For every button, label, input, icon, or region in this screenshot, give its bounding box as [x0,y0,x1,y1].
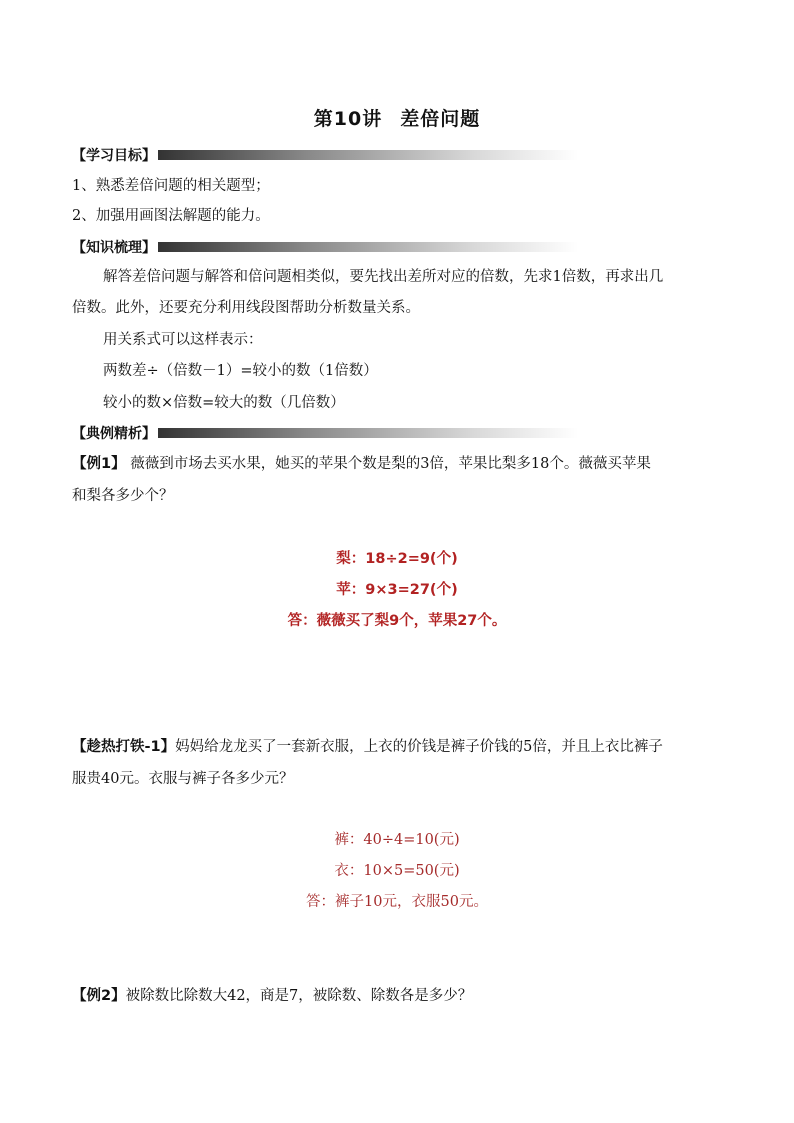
section-label-examples: 【典例精析】 [72,426,156,442]
example-2-tag: 【例2】 [72,988,126,1004]
formula-1: 两数差÷（倍数－1）=较小的数（1倍数） [103,363,378,379]
example-1-answer-pear: 梨：18÷2=9(个) [336,551,458,567]
practice-1-answer-pants: 裤：40÷4=10(元) [334,832,460,848]
section-divider-bar [158,428,578,438]
formula-2: 较小的数×倍数=较大的数（几倍数） [103,395,345,411]
example-1-text: 薇薇到市场去买水果，她买的苹果个数是梨的3倍，苹果比梨多18个。薇薇买苹果 [125,456,651,472]
example-1-answer-final: 答：薇薇买了梨9个，苹果27个。 [287,613,507,629]
title-topic: 差倍问题 [400,108,481,130]
practice-1-text: 妈妈给龙龙买了一套新衣服，上衣的价钱是裤子价钱的5倍，并且上衣比裤子 [175,739,663,755]
practice-1-answer-final: 答：裤子10元，衣服50元。 [306,894,488,910]
title-lesson: 第10讲 [313,108,383,130]
section-label-knowledge: 【知识梳理】 [72,240,156,256]
example-1-question-line-1 [72,454,651,474]
section-divider-bar [158,242,578,252]
formula-intro: 用关系式可以这样表示： [103,332,263,348]
section-header-examples [72,423,578,443]
example-2-question [72,986,472,1006]
knowledge-paragraph-line-2: 倍数。此外，还要充分利用线段图帮助分析数量关系。 [72,300,420,316]
section-header-knowledge [72,237,578,257]
section-divider-bar [158,150,578,160]
section-header-goals [72,145,578,165]
practice-1-tag: 【趁热打铁-1】 [72,739,176,755]
knowledge-paragraph-line-1: 解答差倍问题与解答和倍问题相类似，要先找出差所对应的倍数，先求1倍数，再求出几 [103,269,664,285]
example-2-text: 被除数比除数大42，商是7，被除数、除数各是多少？ [125,988,473,1004]
practice-1-answer-shirt: 衣：10×5=50(元) [334,863,460,879]
page-title [0,104,794,131]
example-1-tag: 【例1】 [72,456,126,472]
goal-item-2: 2、加强用画图法解题的能力。 [72,208,270,224]
example-1-question-line-2: 和梨各多少个？ [72,488,174,504]
goal-item-1: 1、熟悉差倍问题的相关题型； [72,178,270,194]
section-label-goals: 【学习目标】 [72,148,156,164]
practice-1-question-line-2: 服贵40元。衣服与裤子各多少元？ [72,771,294,787]
practice-1-question-line-1 [72,737,663,757]
example-1-answer-apple: 苹：9×3=27(个) [336,582,458,598]
